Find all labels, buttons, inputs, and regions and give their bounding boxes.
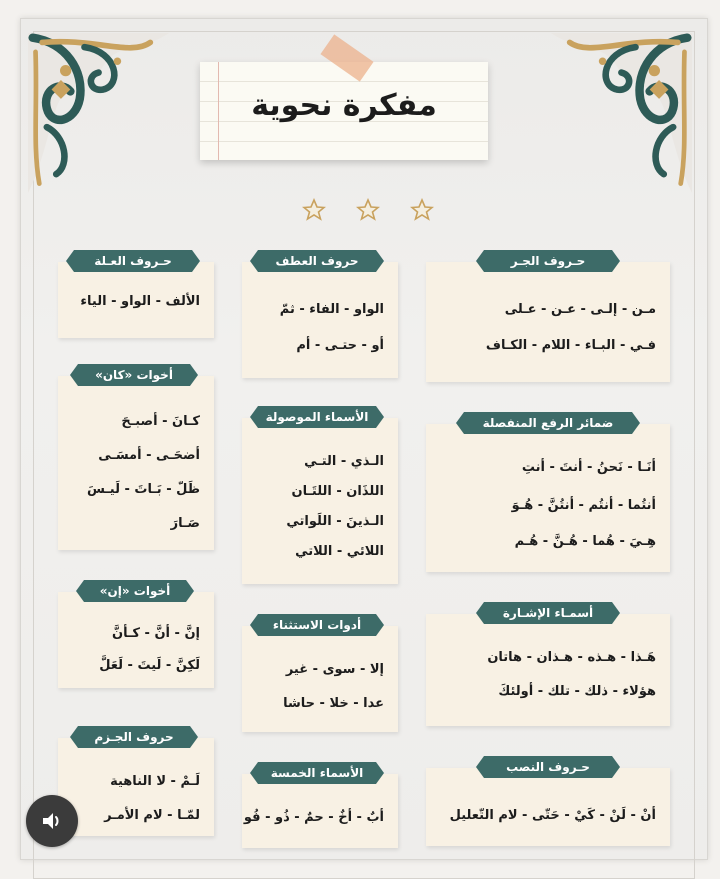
card-exception <box>242 626 398 732</box>
card-heading-demonstratives: أسمـاء الإشـارة <box>484 602 612 624</box>
card-line: اللذَان - اللتَـان <box>291 484 384 499</box>
star-icon <box>356 198 380 222</box>
card-line: لَكِنَّ - لَيتَ - لَعَلَّ <box>99 658 200 673</box>
card-heading-accusative: حـروف النصب <box>484 756 612 778</box>
card-line: اللائي - اللاتي <box>295 544 384 559</box>
audio-button[interactable] <box>26 795 78 847</box>
card-conjunctions <box>242 262 398 378</box>
card-line: هَـذا - هـذه - هـذان - هاتان <box>487 650 656 665</box>
card-line: كـانَ - أصبـحَ <box>121 414 200 429</box>
card-line: الواو - الفاء - ثمّ <box>279 302 384 317</box>
card-line: لمّـا - لام الأمـر <box>104 808 200 823</box>
card-line: هِـيَ - هُما - هُـنَّ - هُـم <box>514 534 656 549</box>
card-heading-jussive: حروف الجـزم <box>78 726 190 748</box>
card-weak-letters <box>58 262 214 338</box>
card-accusative <box>426 768 670 846</box>
card-demonstratives <box>426 614 670 726</box>
corner-ornament-right <box>532 28 692 198</box>
card-line: أنْ - لَنْ - كَيْ - حَتّى - لام التّعليل <box>449 808 656 823</box>
card-pronouns <box>426 424 670 572</box>
card-heading-kana-sisters: أخوات «كان» <box>78 364 190 386</box>
card-line: الـذينَ - اللَواتي <box>286 514 384 529</box>
card-line: ظَلّ - بَـاتَ - لَيـسَ <box>86 482 200 497</box>
title-card <box>200 62 488 160</box>
card-kana-sisters <box>58 376 214 550</box>
card-line: مـن - إلـى - عـن - عـلى <box>504 302 656 317</box>
card-line: هؤلاء - ذلك - تلك - أولئكَ <box>498 684 656 699</box>
card-heading-inna-sisters: أخوات «إن» <box>84 580 186 602</box>
card-heading-five-nouns: الأسماء الخمسة <box>258 762 376 784</box>
corner-ornament-left <box>28 28 188 198</box>
card-line: أنتُما - أنتُم - أنتُنَّ - هُـوَ <box>511 498 656 513</box>
card-line: إلا - سوى - غير <box>285 662 384 677</box>
card-line: لَـمْ - لا الناهية <box>110 774 200 789</box>
card-line: أضحَـى - أمسَـى <box>98 448 200 463</box>
star-icon <box>302 198 326 222</box>
card-heading-pronouns: ضمائر الرفع المنفصلة <box>464 412 632 434</box>
card-inna-sisters <box>58 592 214 688</box>
star-icon <box>410 198 434 222</box>
card-heading-weak-letters: حـروف العـلة <box>74 250 192 272</box>
card-line: فـي - البـاء - اللام - الكـاف <box>485 338 656 353</box>
card-line: أو - حتـى - أم <box>296 338 384 353</box>
stars-decoration <box>0 198 720 228</box>
card-line: الألف - الواو - الياء <box>80 294 200 309</box>
card-line: أنَـا - نَحنُ - أنتَ - أنتِ <box>521 460 656 475</box>
card-jussive <box>58 738 214 836</box>
card-line: عدا - خلا - حاشا <box>283 696 384 711</box>
card-heading-conjunctions: حروف العطف <box>258 250 376 272</box>
card-prepositions <box>426 262 670 382</box>
card-line: أبٌ - أخٌ - حمٌ - ذُو - فُو <box>243 810 384 825</box>
card-heading-prepositions: حـروف الجـر <box>484 250 612 272</box>
speaker-icon <box>40 809 64 833</box>
card-five-nouns <box>242 774 398 848</box>
card-line: إنَّ - أنَّ - كـأنَّ <box>112 626 200 641</box>
card-heading-relative-nouns: الأسماء الموصولة <box>258 406 376 428</box>
card-relative-nouns <box>242 418 398 584</box>
card-line: صَـارَ <box>170 516 200 531</box>
card-line: الـذي - التـي <box>304 454 384 469</box>
card-heading-exception: أدوات الاستثناء <box>258 614 376 636</box>
page-title: مفكرة نحوية <box>251 88 437 123</box>
